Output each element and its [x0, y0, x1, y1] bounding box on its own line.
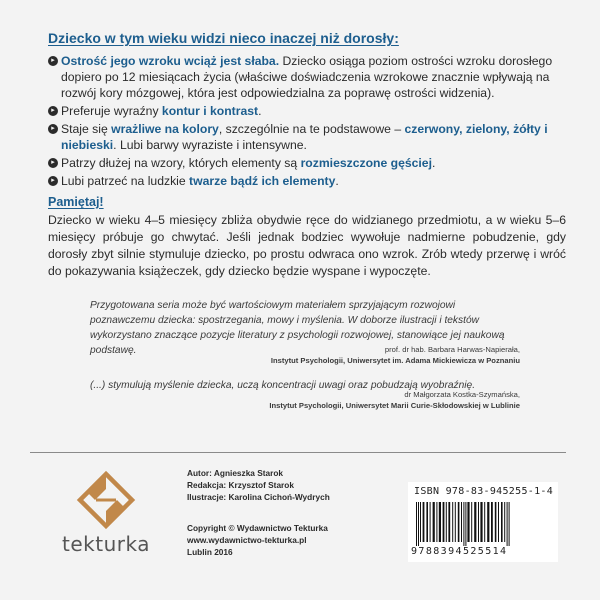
barcode-bar	[430, 502, 431, 542]
isbn-text: ISBN 978-83-945255-1-4	[414, 486, 554, 497]
barcode-bar	[484, 502, 485, 542]
barcode-bar	[498, 502, 499, 542]
barcode-bar	[480, 502, 482, 542]
body-text: Staje się	[61, 122, 112, 136]
barcode-bar	[443, 502, 445, 542]
body-text: Patrzy dłużej na wzory, których elementy są	[61, 156, 301, 170]
barcode	[408, 482, 558, 562]
publisher-logo	[58, 470, 154, 570]
list-item	[48, 121, 568, 153]
tekturka-logo-icon	[58, 470, 154, 530]
bullet-arrow-icon: ▸	[48, 176, 58, 186]
credit-editor: Redakcja: Krzysztof Starok	[187, 480, 294, 490]
highlight-text: wrażliwe na kolory	[111, 122, 219, 136]
list-item	[48, 155, 568, 171]
barcode-bar	[509, 502, 510, 546]
barcode-bar	[452, 502, 453, 542]
list-item	[48, 53, 568, 101]
barcode-bar	[458, 502, 460, 542]
footer-divider	[30, 452, 566, 453]
quote-text: (...) stymulują myślenie dziecka, uczą koncentracji uwagi oraz pobudzają wyobraźnię.	[90, 380, 476, 391]
barcode-bar	[504, 502, 505, 542]
barcode-bar	[418, 502, 419, 546]
body-text: , szczególnie na te podstawowe –	[218, 122, 405, 136]
barcode-bar	[448, 502, 450, 542]
highlight-text: kontur i kontrast	[161, 104, 259, 118]
body-text: .	[258, 104, 262, 118]
bullet-arrow-icon: ▸	[48, 124, 58, 134]
body-text: Lubi patrzeć na ludzkie	[61, 174, 190, 188]
body-text: . Lubi barwy wyraziste i intensywne.	[113, 138, 307, 152]
highlight-text: Ostrość jego wzroku wciąż jest słaba.	[61, 54, 280, 68]
logo-wordmark: tekturka	[62, 532, 150, 556]
barcode-bar	[487, 502, 489, 542]
body-text: .	[431, 156, 436, 170]
body-text: Dziecko osiąga poziom ostrości wzroku dorosłego dopiero po 12 miesiącach życia (właściwe doświadczenia wzrokowe znacznie wpływają na rozwój kory mózgowej, która jest odpowiedzialna za poprawę ostrości widzenia).	[61, 54, 553, 100]
quote-text: Przygotowana seria może być wartościowym materiałem sprzyjającym rozwojowi poznawczemu dziecka: spostrzegania, mowy i myślenia. W doborze ilustracji i tekstów wykorzystano znaczące pozycje literatury z psychologii rozwojowej, stanowiące jej naukową podstawę.	[90, 300, 505, 356]
barcode-bar	[436, 502, 437, 542]
barcode-bar	[446, 502, 447, 542]
list-item	[48, 173, 568, 189]
bullet-arrow-icon: ▸	[48, 158, 58, 168]
barcode-bar	[501, 502, 503, 542]
barcode-bar	[463, 502, 464, 546]
barcode-bar	[455, 502, 456, 542]
highlight-text: czerwony, zielony, żółty i niebieski	[61, 122, 548, 152]
quote-author: dr Małgorzata Kostka-Szymańska,	[404, 390, 520, 399]
remember-paragraph: Dziecko w wieku 4–5 miesięcy zbliża obydwie ręce do widzianego przedmiotu, a w wieku 5–6 miesięcy próbuje go chwytać. Jeśli jednak bodziec wywołuje nadmierne pobudzenie, gdy dorosły zbyt silnie stymuluje dziecko, po prostu odwraca ono wzrok. Zrób wtedy przerwę i wróć do pokazywania książeczek, gdy dziecko będzie wyspane i wypoczęte.	[48, 213, 566, 278]
barcode-bar	[465, 502, 466, 546]
ean-digits: 9788394525514	[411, 546, 508, 557]
barcode-bar	[439, 502, 441, 542]
barcode-bar	[461, 502, 462, 542]
body-text: .	[335, 174, 339, 188]
bullet-arrow-icon: ▸	[48, 106, 58, 116]
barcode-bars	[414, 502, 554, 546]
website-link: www.wydawnictwo-tekturka.pl	[187, 535, 307, 545]
barcode-bar	[478, 502, 479, 542]
barcode-bar	[416, 502, 417, 546]
highlight-text: twarze bądź ich elementy	[189, 174, 336, 188]
barcode-bar	[420, 502, 421, 542]
quote-author: prof. dr hab. Barbara Harwas-Napierała,	[384, 345, 520, 354]
barcode-bar	[423, 502, 425, 542]
publisher-block	[187, 522, 328, 558]
barcode-bar	[507, 502, 508, 546]
section-heading: Dziecko w tym wieku widzi nieco inaczej niż dorosły:	[48, 30, 399, 46]
barcode-bar	[491, 502, 493, 542]
credit-author: Autor: Agnieszka Starok	[187, 468, 284, 478]
barcode-bar	[426, 502, 428, 542]
quote-signature	[190, 389, 520, 411]
place-year: Lublin 2016	[187, 547, 233, 557]
bullet-list	[48, 53, 568, 191]
barcode-bar	[467, 502, 469, 542]
barcode-bar	[495, 502, 497, 542]
credit-illustrations: Ilustracje: Karolina Cichoń-Wydrych	[187, 492, 330, 502]
bullet-arrow-icon: ▸	[48, 56, 58, 66]
highlight-text: rozmieszczone gęściej	[300, 156, 432, 170]
copyright-text: Copyright © Wydawnictwo Tekturka	[187, 523, 328, 533]
quote-signature	[190, 344, 520, 366]
barcode-bar	[433, 502, 435, 542]
remember-heading: Pamiętaj!	[48, 195, 104, 209]
quote-affiliation: Instytut Psychologii, Uniwersytet im. Adama Mickiewicza w Poznaniu	[270, 356, 520, 365]
barcode-bar	[471, 502, 472, 542]
list-item	[48, 103, 568, 119]
credits-block	[187, 467, 330, 503]
barcode-bar	[474, 502, 476, 542]
quote-affiliation: Instytut Psychologii, Uniwersytet Marii Curie-Skłodowskiej w Lublinie	[269, 401, 520, 410]
body-text: Preferuje wyraźny	[61, 104, 162, 118]
